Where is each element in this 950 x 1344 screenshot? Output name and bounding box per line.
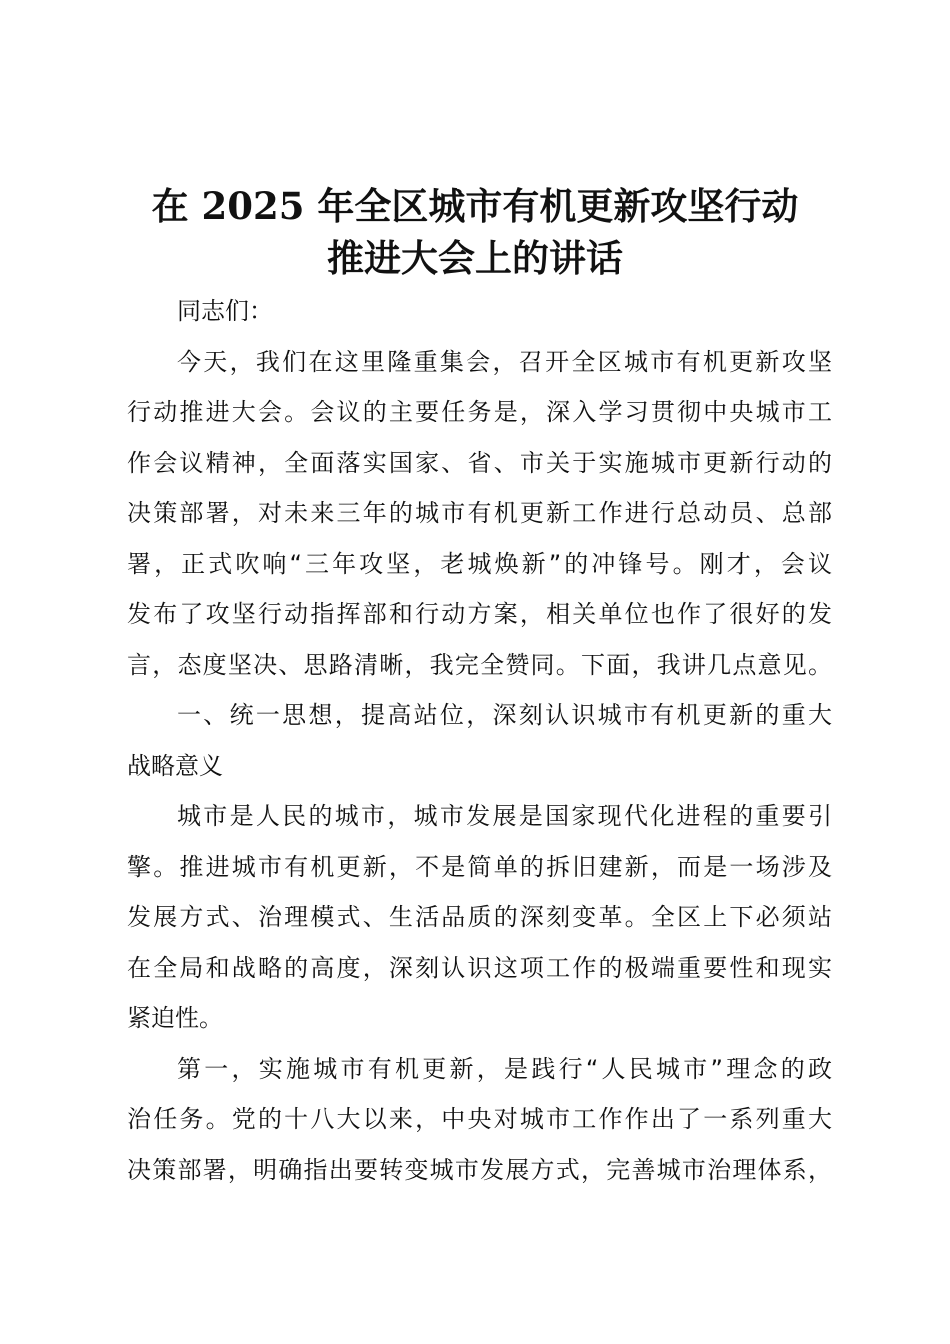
document-body — [127, 286, 832, 1195]
document-title-line-1: 在 2025 年全区城市有机更新攻坚行动 — [151, 184, 799, 228]
document-title-line-2: 推进大会上的讲话 — [327, 236, 623, 280]
text-line: 发布了攻坚行动指挥部和行动方案，相关单位也作了很好的发 — [127, 600, 832, 628]
text-line: 署，正式吹响“三年攻坚，老城焕新”的冲锋号。刚才，会议 — [127, 549, 832, 578]
section-heading-line: 一、统一思想，提高站位，深刻认识城市有机更新的重大 — [177, 701, 832, 729]
text-line: 决策部署，对未来三年的城市有机更新工作进行总动员、总部 — [127, 499, 832, 527]
text-line: 作会议精神，全面落实国家、省、市关于实施城市更新行动的 — [127, 448, 832, 477]
text-line: 言，态度坚决、思路清晰，我完全赞同。下面，我讲几点意见。 — [127, 650, 832, 679]
text-line: 城市是人民的城市，城市发展是国家现代化进程的重要引 — [177, 802, 832, 830]
text-line: 治任务。党的十八大以来，中央对城市工作作出了一系列重大 — [127, 1105, 832, 1133]
text-line: 擎。推进城市有机更新，不是简单的拆旧建新，而是一场涉及 — [127, 852, 832, 881]
section-heading-line: 战略意义 — [127, 751, 223, 780]
text-line: 今天，我们在这里隆重集会，召开全区城市有机更新攻坚 — [177, 347, 832, 376]
text-line: 发展方式、治理模式、生活品质的深刻变革。全区上下必须站 — [127, 903, 832, 931]
text-line: 第一，实施城市有机更新，是践行“人民城市”理念的政 — [177, 1054, 832, 1083]
text-line: 同志们： — [177, 297, 273, 325]
text-line: 紧迫性。 — [127, 1004, 223, 1032]
text-line: 在全局和战略的高度，深刻认识这项工作的极端重要性和现实 — [127, 953, 832, 982]
text-line: 决策部署，明确指出要转变城市发展方式，完善城市治理体系， — [127, 1155, 832, 1184]
text-line: 行动推进大会。会议的主要任务是，深入学习贯彻中央城市工 — [127, 398, 832, 426]
